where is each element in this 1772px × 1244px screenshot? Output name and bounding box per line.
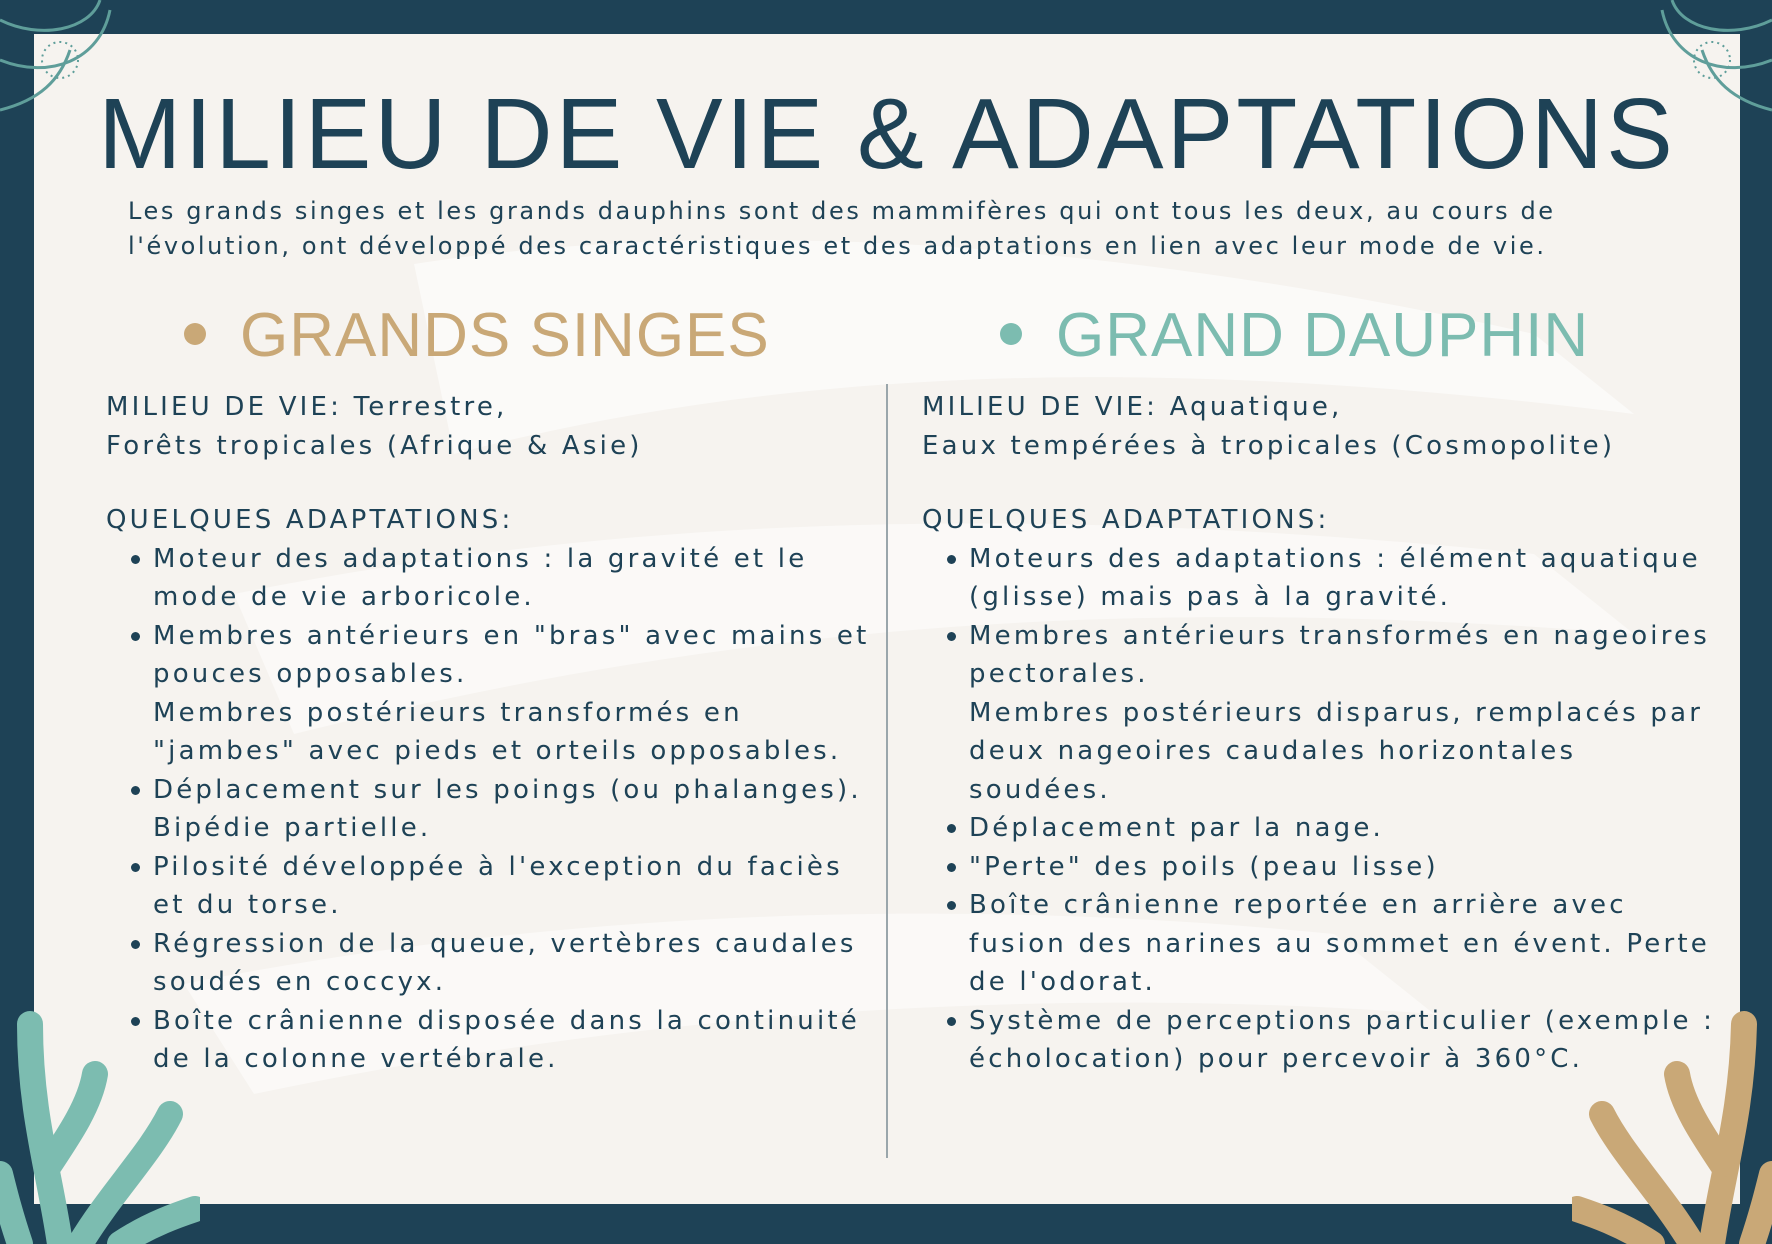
column-divider bbox=[886, 384, 888, 1158]
bullet-dot-icon bbox=[1000, 323, 1022, 345]
list-item: Pilosité développée à l'exception du faciès et du torse. bbox=[153, 848, 886, 925]
wave-corner-icon bbox=[0, 0, 120, 150]
habitat-line: Eaux tempérées à tropicales (Cosmopolite) bbox=[922, 430, 1616, 461]
content-panel bbox=[34, 34, 1740, 1204]
list-item-text: Membres antérieurs transformés en nageoires pectorales. bbox=[969, 620, 1710, 689]
intro-text: Les grands singes et les grands dauphins sont des mammifères qui ont tous les deux, au cours de l'évolution, ont développé des caractéristiques et des adaptations en lien avec leur mode de vie. bbox=[128, 197, 1556, 260]
heading-grand-dauphin bbox=[1000, 296, 1589, 376]
list-item: "Perte" des poils (peau lisse) bbox=[969, 848, 1722, 887]
list-item-text: Membres antérieurs en "bras" avec mains et pouces opposables. bbox=[153, 620, 870, 689]
list-item bbox=[969, 617, 1722, 810]
adaptations-label: QUELQUES ADAPTATIONS: bbox=[922, 505, 1330, 535]
list-item: Boîte crânienne disposée dans la continuité de la colonne vertébrale. bbox=[153, 1002, 886, 1079]
list-item: Déplacement par la nage. bbox=[969, 809, 1722, 848]
heading-label: GRANDS SINGES bbox=[240, 301, 770, 370]
list-item: Régression de la queue, vertèbres caudales soudés en coccyx. bbox=[153, 925, 886, 1002]
coral-gold-icon bbox=[1572, 994, 1772, 1244]
list-item-text: Membres postérieurs transformés en "jambes" avec pieds et orteils opposables. bbox=[153, 697, 842, 766]
habitat-line: MILIEU DE VIE: Aquatique, bbox=[922, 392, 1343, 422]
column-grands-singes bbox=[106, 388, 886, 1079]
list-item-text: Membres postérieurs disparus, remplacés par deux nageoires caudales horizontales soudées. bbox=[969, 697, 1704, 805]
adaptations-label: QUELQUES ADAPTATIONS: bbox=[106, 505, 514, 535]
list-item: Boîte crânienne reportée en arrière avec fusion des narines au sommet en évent. Perte de l'odorat. bbox=[969, 886, 1722, 1002]
wave-corner-icon bbox=[1652, 0, 1772, 150]
heading-grands-singes bbox=[184, 296, 770, 376]
habitat-line: MILIEU DE VIE: Terrestre, bbox=[106, 392, 508, 422]
heading-label: GRAND DAUPHIN bbox=[1056, 301, 1590, 370]
list-item bbox=[153, 617, 886, 771]
coral-teal-icon bbox=[0, 994, 200, 1244]
list-item: Déplacement sur les poings (ou phalanges). Bipédie partielle. bbox=[153, 771, 886, 848]
bullet-dot-icon bbox=[184, 323, 206, 345]
list-item: Moteur des adaptations : la gravité et le mode de vie arboricole. bbox=[153, 540, 886, 617]
list-item: Moteurs des adaptations : élément aquatique (glisse) mais pas à la gravité. bbox=[969, 540, 1722, 617]
adaptations-list bbox=[106, 540, 886, 1079]
list-item: Système de perceptions particulier (exemple : écholocation) pour percevoir à 360°C. bbox=[969, 1002, 1722, 1079]
page-title: MILIEU DE VIE & ADAPTATIONS bbox=[98, 78, 1676, 190]
habitat-line: Forêts tropicales (Afrique & Asie) bbox=[106, 430, 643, 461]
column-grand-dauphin bbox=[922, 388, 1722, 1079]
